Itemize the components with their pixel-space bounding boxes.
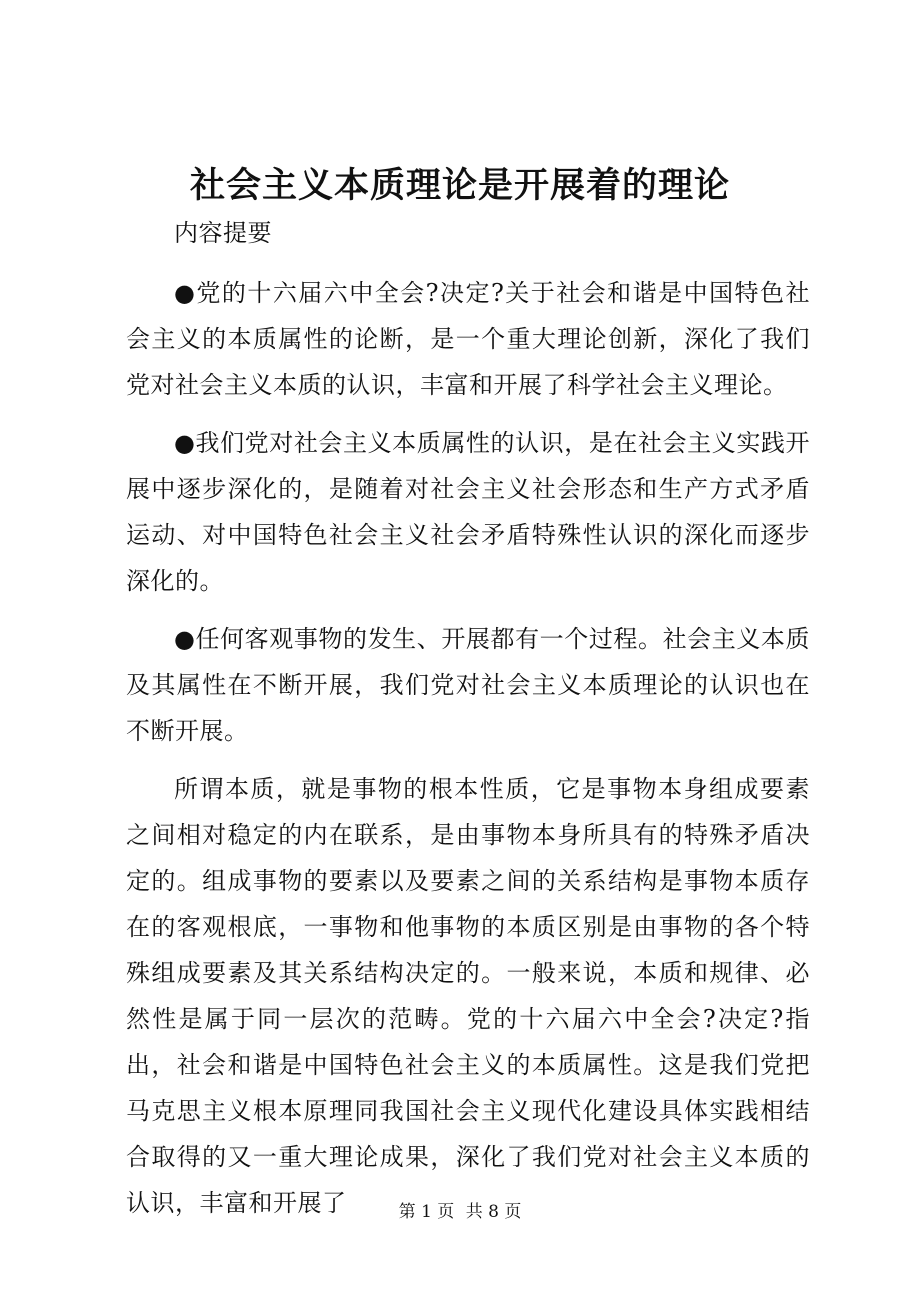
summary-point-2: ●我们党对社会主义本质属性的认识，是在社会主义实践开展中逐步深化的，是随着对社会主义社会形态和生产方式矛盾运动、对中国特色社会主义社会矛盾特殊性认识的深化而逐步深化的。 — [126, 429, 810, 595]
page-total: 共 8 页 — [465, 1202, 522, 1222]
page-footer — [0, 1200, 920, 1224]
summary-point-1: ●党的十六届六中全会?决定?关于社会和谐是中国特色社会主义的本质属性的论断，是一个重大理论创新，深化了我们党对社会主义本质的认识，丰富和开展了科学社会主义理论。 — [126, 279, 810, 399]
document-title: 社会主义本质理论是开展着的理论 — [189, 165, 730, 206]
document-body — [126, 210, 810, 1238]
section-label: 内容提要 — [174, 219, 272, 247]
page-number: 第 1 页 — [398, 1202, 455, 1222]
body-paragraph: 所谓本质，就是事物的根本性质，它是事物本身组成要素之间相对稳定的内在联系，是由事物本身所具有的特殊矛盾决定的。组成事物的要素以及要素之间的关系结构是事物本质存在的客观根底，一事物和他事物的本质区别是由事物的各个特殊组成要素及其关系结构决定的。一般来说，本质和规律、必然性是属于同一层次的范畴。党的十六届六中全会?决定?指出，社会和谐是中国特色社会主义的本质属性。这是我们党把马克思主义根本原理同我国社会主义现代化建设具体实践相结合取得的又一重大理论成果，深化了我们党对社会主义本质的认识，丰富和开展了 — [126, 775, 810, 1217]
summary-point-3: ●任何客观事物的发生、开展都有一个过程。社会主义本质及其属性在不断开展，我们党对社会主义本质理论的认识也在不断开展。 — [126, 625, 810, 745]
